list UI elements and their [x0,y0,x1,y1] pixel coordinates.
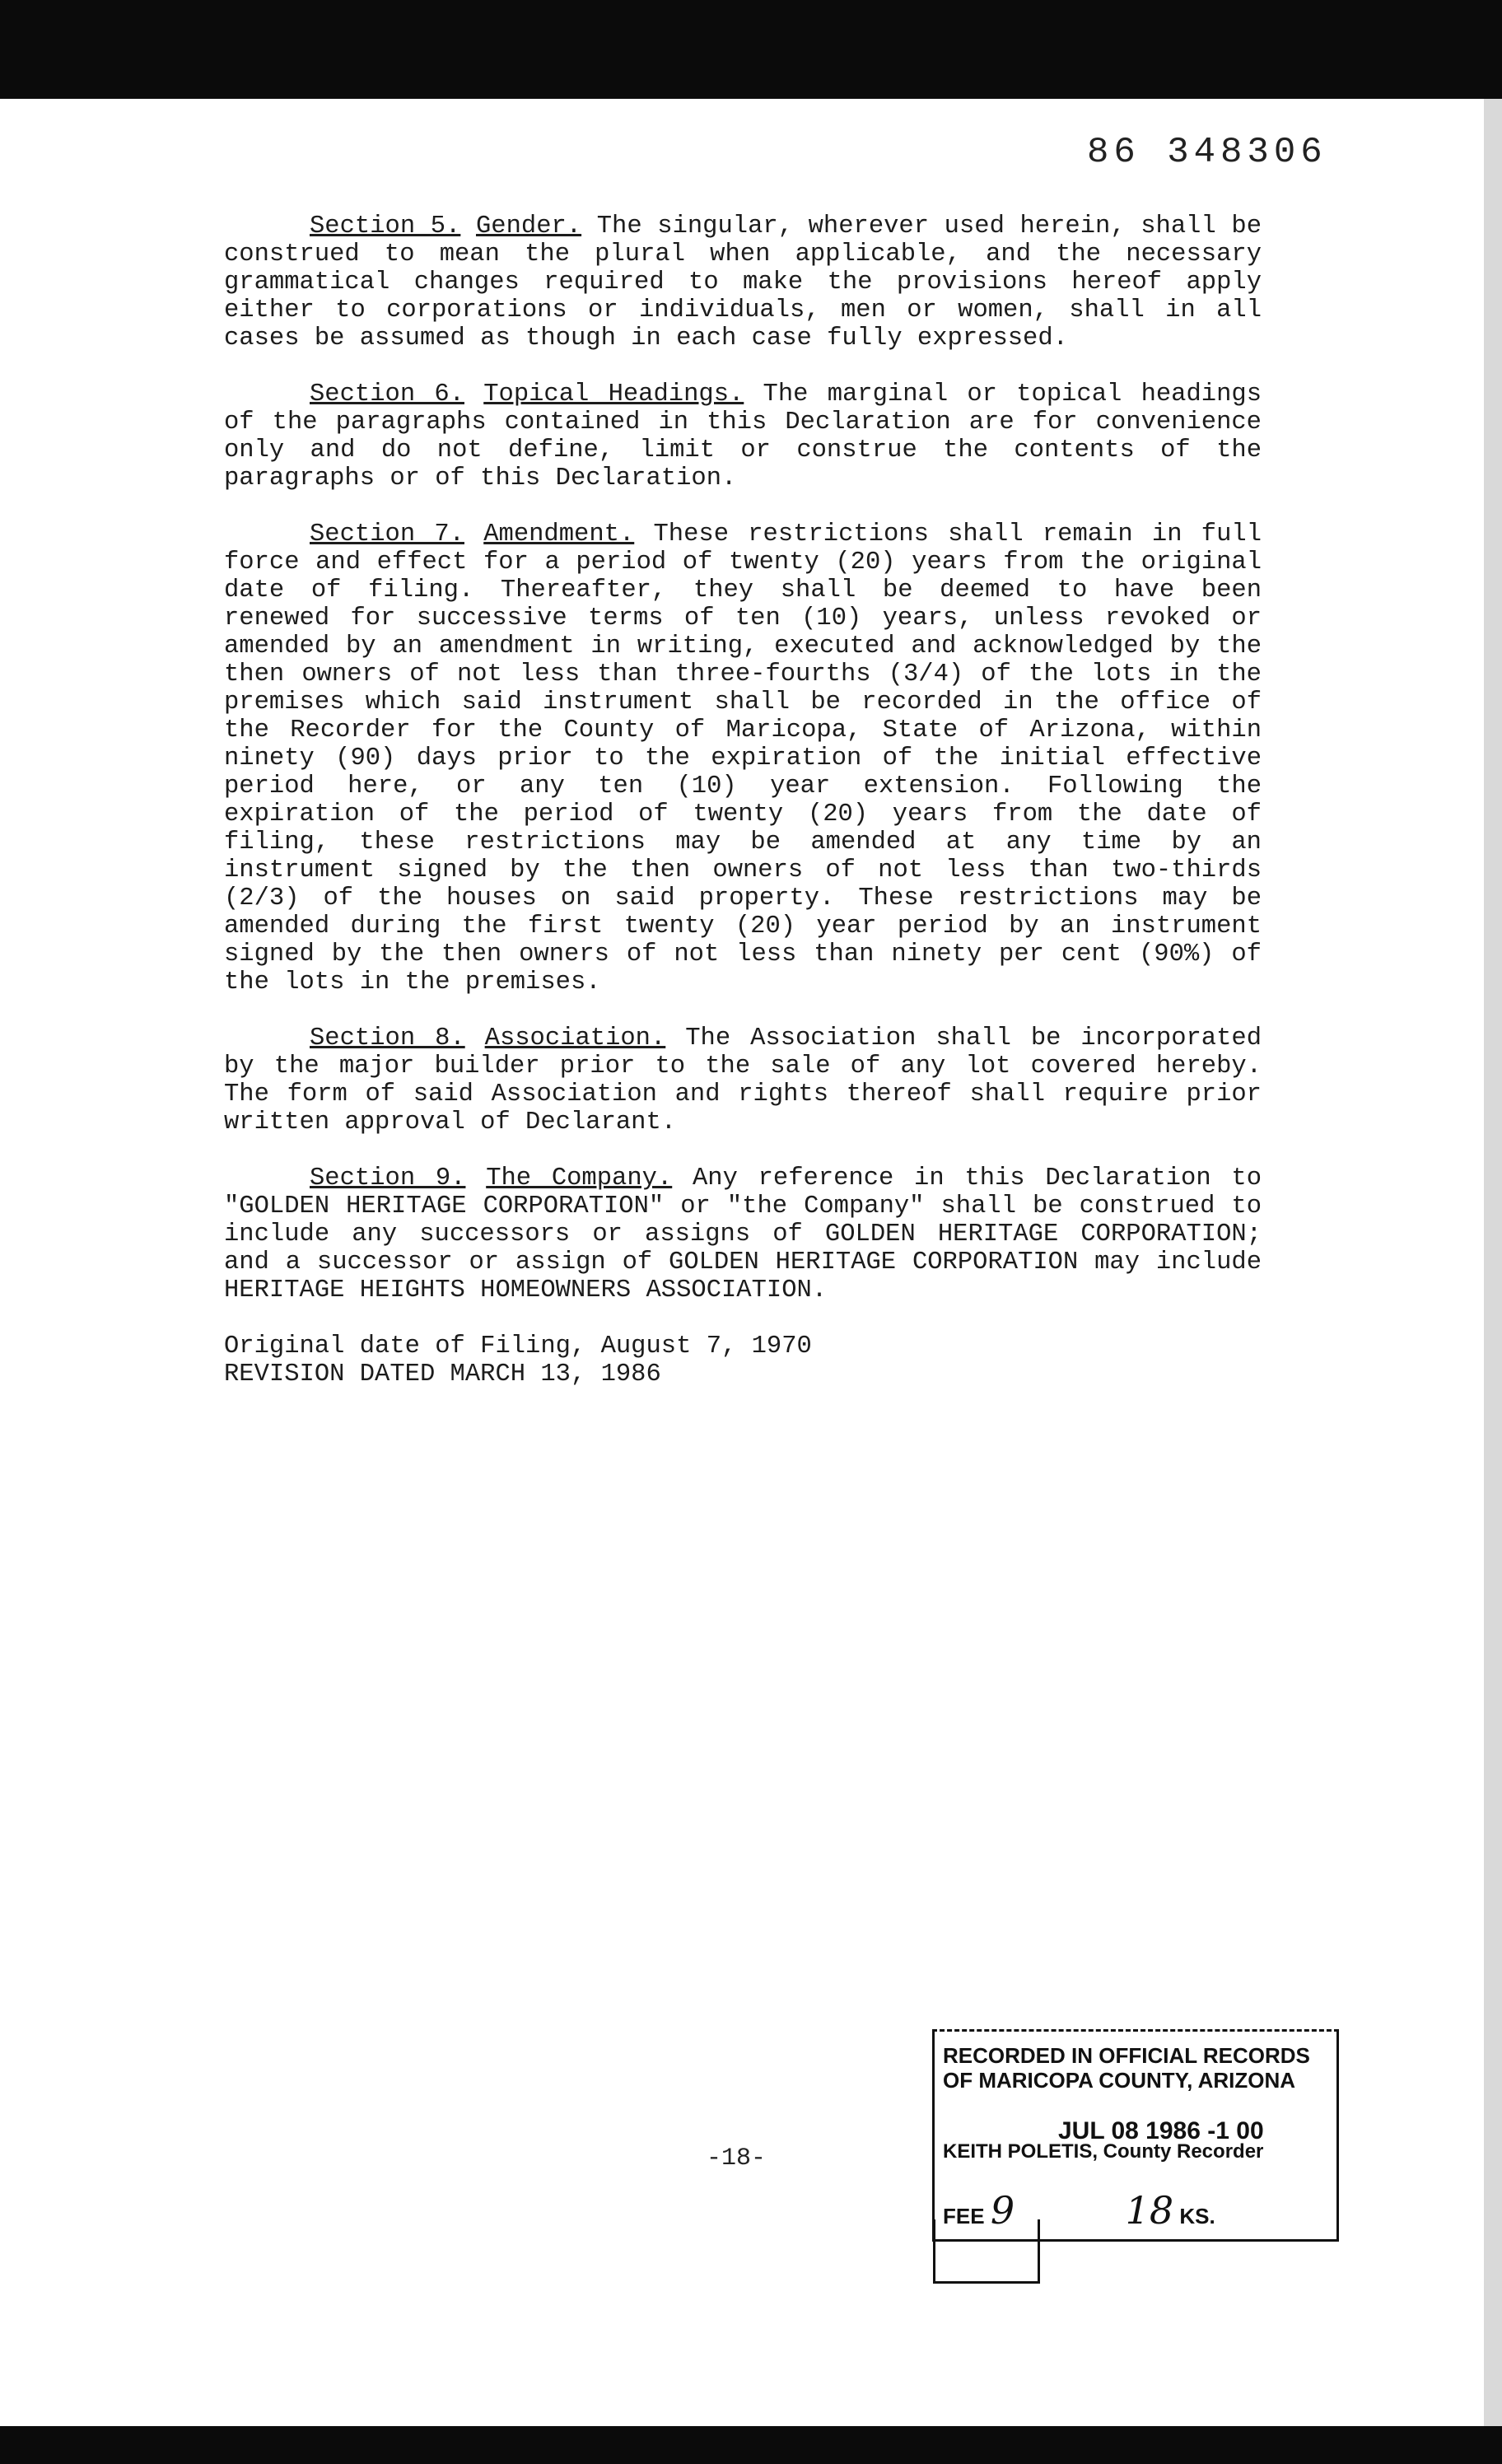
fee-label: FEE [943,2204,985,2228]
section-6 [224,380,1262,492]
section-title: Amendment. [483,520,635,548]
stamp-date: JUL 08 1986 -1 00 [1058,2117,1264,2144]
scan-top-border [0,0,1502,99]
section-text: The singular, wherever used herein, shall be construed to mean the plural when applicable, and the necessary grammatical changes required to make the provisions hereof apply either to corporations or individuals, men or women, shall in all cases be assumed as though in each case fully expressed. [224,212,1262,352]
section-label: Section 9. [310,1164,466,1192]
document-body [224,212,1262,1388]
page-number: -18- [707,2144,767,2172]
section-title: Gender. [475,212,582,240]
section-5 [224,212,1262,352]
section-label: Section 6. [310,380,464,408]
section-8 [224,1024,1262,1136]
stamp-recorder: KEITH POLETIS, County Recorder [943,2140,1264,2163]
stamp-line-1: RECORDED IN OFFICIAL RECORDS [943,2043,1310,2068]
section-label: Section 5. [310,212,461,240]
scan-right-edge [1484,99,1502,2464]
section-9 [224,1164,1262,1304]
ks-label: KS. [1179,2204,1215,2228]
section-title: The Company. [486,1164,673,1192]
pages-value: 18 [1125,2188,1174,2233]
section-label: Section 7. [310,520,464,548]
section-7 [224,520,1262,996]
document-number: 86 348306 [1087,132,1327,173]
section-text: Any reference in this Declaration to "GOLDEN HERITAGE CORPORATION" or "the Company" shall be construed to include any successors or assigns of GOLDEN HERITAGE CORPORATION; and a successor or assign of GOLDEN HERITAGE CORPORATION may include HERITAGE HEIGHTS HOMEOWNERS ASSOCIATION. [224,1164,1262,1304]
section-text: These restrictions shall remain in full force and effect for a period of twenty (20) years from the original date of filing. Thereafter, they shall be deemed to have been renewed for successive terms of ten (10) years, unless revoked or amended by an amendment in writing, executed and acknowledged by the then owners of not less than three-fourths (3/4) of the lots in the premises which said instrument shall be recorded in the office of the Recorder for the County of Maricopa, State of Arizona, within ninety (90) days prior to the expiration of the initial effective period here, or any ten (10) year extension. Following the expiration of the period of twenty (20) years from the date of filing, these restrictions may be amended at any time by an instrument signed by the then owners of not less than two-thirds (2/3) of the houses on said property. These restrictions may be amended during the first twenty (20) year period by an instrument signed by the then owners of not less than ninety per cent (90%) of the lots in the premises. [224,520,1262,996]
section-label: Section 8. [310,1024,465,1052]
section-text: The Association shall be incorporated by the major builder prior to the sale of any lot covered hereby. The form of said Association and rights thereof shall require prior written approval of Declarant. [224,1024,1262,1136]
fee-value: 9 [990,2188,1015,2233]
recorder-stamp [932,2029,1339,2242]
section-text: The marginal or topical headings of the paragraphs contained in this Declaration are for convenience only and do not define, limit or construe the contents of the paragraphs or of this Declaration. [224,380,1262,492]
section-title: Association. [484,1024,666,1052]
revision-date: REVISION DATED MARCH 13, 1986 [224,1360,661,1388]
stamp-line-2: OF MARICOPA COUNTY, ARIZONA [943,2068,1296,2093]
filing-dates [224,1332,1262,1388]
stamp-box [933,2219,1040,2284]
original-filing-date: Original date of Filing, August 7, 1970 [224,1332,812,1360]
section-title: Topical Headings. [483,380,744,408]
scan-bottom-border [0,2426,1502,2464]
